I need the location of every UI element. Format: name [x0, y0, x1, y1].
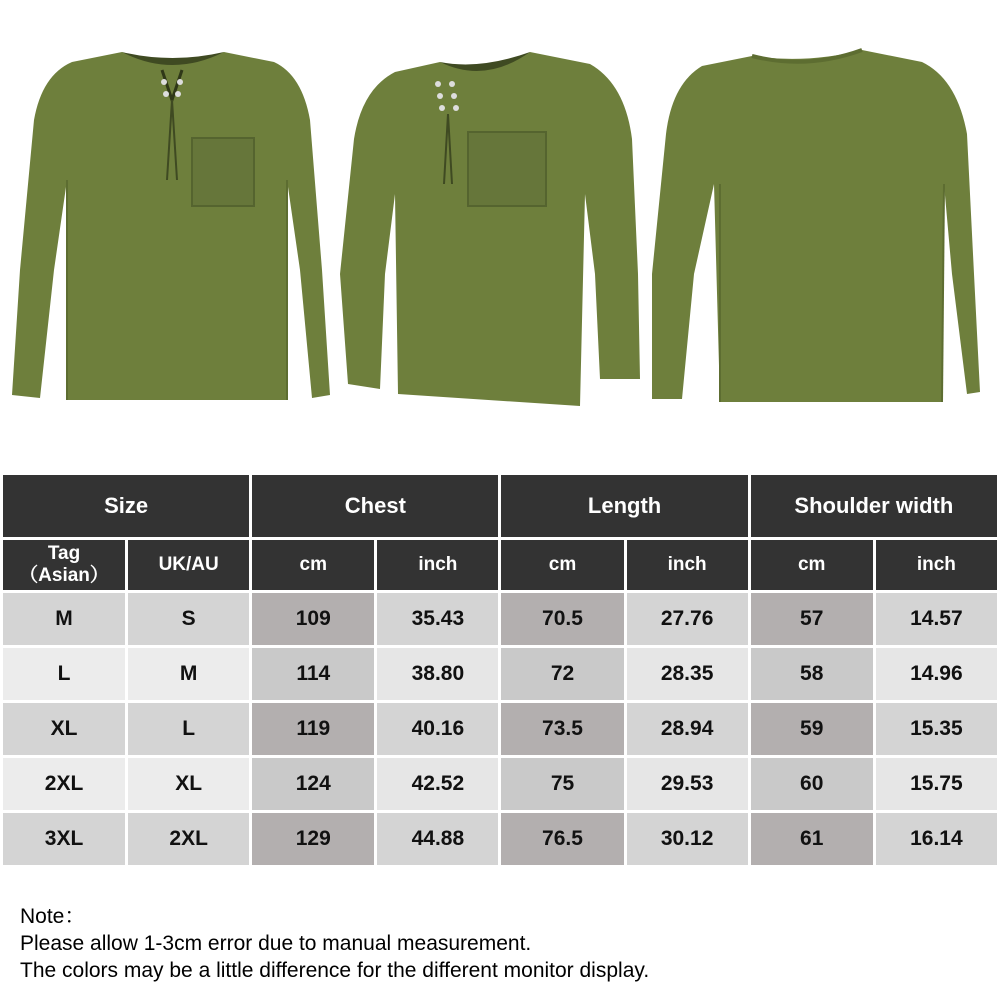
cell-length-inch: 30.12 — [627, 813, 748, 865]
subheader-uk-au: UK/AU — [128, 540, 249, 590]
cell-length-inch: 29.53 — [627, 758, 748, 810]
cell-uk-au: XL — [128, 758, 249, 810]
cell-shoulder-inch: 14.96 — [876, 648, 997, 700]
cell-shoulder-cm: 59 — [751, 703, 873, 755]
cell-tag: 2XL — [3, 758, 125, 810]
shirt-back-view-image — [652, 44, 982, 404]
shirt-body — [340, 52, 640, 406]
cell-length-inch: 28.94 — [627, 703, 748, 755]
cell-shoulder-inch: 16.14 — [876, 813, 997, 865]
cell-uk-au: L — [128, 703, 249, 755]
table-row — [3, 758, 997, 810]
cell-length-cm: 73.5 — [501, 703, 623, 755]
measurement-note — [20, 903, 980, 984]
cell-chest-inch: 40.16 — [377, 703, 498, 755]
cell-shoulder-inch: 15.75 — [876, 758, 997, 810]
cell-length-cm: 76.5 — [501, 813, 623, 865]
header-size: Size — [3, 475, 249, 537]
subheader-length-cm: cm — [501, 540, 623, 590]
cell-tag: 3XL — [3, 813, 125, 865]
subheader-tag-asian: Tag （Asian） — [3, 540, 125, 590]
size-chart-table — [0, 472, 1000, 868]
subheader-chest-cm: cm — [252, 540, 374, 590]
subheader-length-inch: inch — [627, 540, 748, 590]
cell-uk-au: S — [128, 593, 249, 645]
cell-shoulder-inch: 14.57 — [876, 593, 997, 645]
note-title: Note： — [20, 905, 86, 928]
cell-uk-au: 2XL — [128, 813, 249, 865]
header-length: Length — [501, 475, 747, 537]
table-row — [3, 813, 997, 865]
cell-shoulder-inch: 15.35 — [876, 703, 997, 755]
cell-shoulder-cm: 60 — [751, 758, 873, 810]
note-line-2: The colors may be a little difference for the different monitor display. — [20, 959, 650, 982]
subheader-shoulder-inch: inch — [876, 540, 997, 590]
cell-tag: M — [3, 593, 125, 645]
shirt-front-view-image — [12, 30, 332, 405]
table-row — [3, 593, 997, 645]
cell-length-cm: 70.5 — [501, 593, 623, 645]
cell-uk-au: M — [128, 648, 249, 700]
cell-tag: XL — [3, 703, 125, 755]
cell-chest-inch: 42.52 — [377, 758, 498, 810]
table-row — [3, 703, 997, 755]
cell-length-cm: 75 — [501, 758, 623, 810]
cell-length-inch: 28.35 — [627, 648, 748, 700]
cell-shoulder-cm: 58 — [751, 648, 873, 700]
cell-chest-inch: 35.43 — [377, 593, 498, 645]
cell-shoulder-cm: 61 — [751, 813, 873, 865]
header-chest: Chest — [252, 475, 498, 537]
table-row — [3, 648, 997, 700]
header-shoulder-width: Shoulder width — [751, 475, 997, 537]
subheader-chest-inch: inch — [377, 540, 498, 590]
cell-chest-inch: 44.88 — [377, 813, 498, 865]
subheader-shoulder-cm: cm — [751, 540, 873, 590]
cell-chest-cm: 119 — [252, 703, 374, 755]
shirt-body — [652, 50, 980, 402]
cell-shoulder-cm: 57 — [751, 593, 873, 645]
cell-tag: L — [3, 648, 125, 700]
cell-chest-inch: 38.80 — [377, 648, 498, 700]
shirt-front-angled-view-image — [340, 44, 650, 414]
cell-length-cm: 72 — [501, 648, 623, 700]
cell-chest-cm: 124 — [252, 758, 374, 810]
cell-chest-cm: 114 — [252, 648, 374, 700]
product-images — [0, 0, 1000, 440]
cell-chest-cm: 129 — [252, 813, 374, 865]
cell-length-inch: 27.76 — [627, 593, 748, 645]
cell-chest-cm: 109 — [252, 593, 374, 645]
note-line-1: Please allow 1-3cm error due to manual measurement. — [20, 932, 532, 955]
